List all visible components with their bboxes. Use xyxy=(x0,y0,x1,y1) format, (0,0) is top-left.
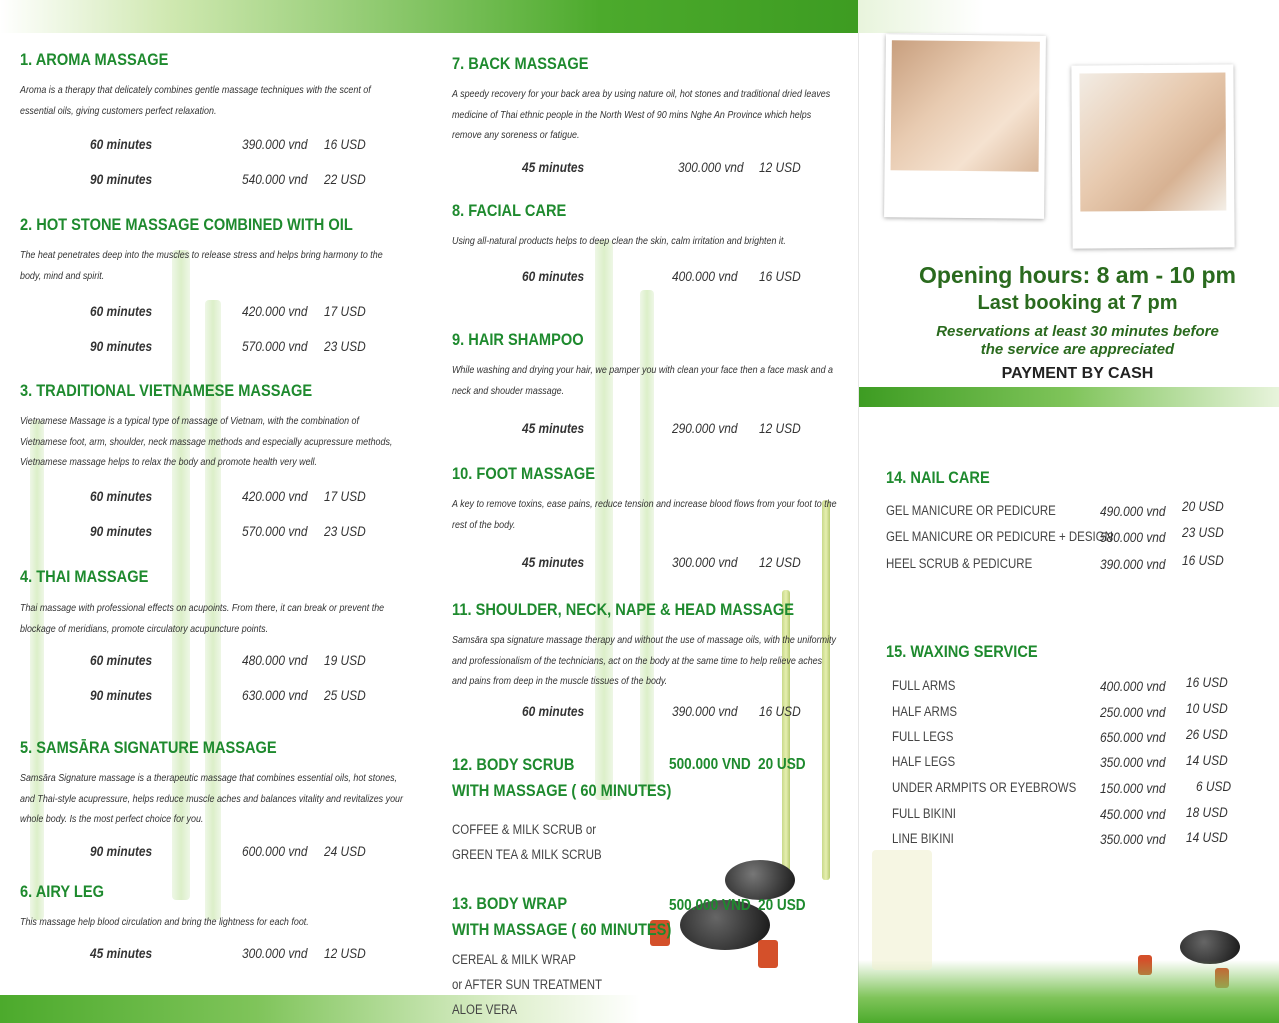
price-vnd: 390.000 vnd xyxy=(672,703,738,719)
duration: 90 minutes xyxy=(90,338,153,354)
price-usd: 16 USD xyxy=(1182,552,1224,568)
section-title: 5. SAMSĀRA SIGNATURE MASSAGE xyxy=(20,738,277,757)
price-vnd: 490.000 vnd xyxy=(1100,503,1166,519)
price-vnd: 500.000 VND xyxy=(669,756,751,773)
price-usd: 14 USD xyxy=(1186,829,1228,845)
service-name: FULL ARMS xyxy=(892,678,956,693)
duration: 60 minutes xyxy=(90,136,153,152)
price-usd: 23 USD xyxy=(324,523,366,539)
duration: 60 minutes xyxy=(522,268,585,284)
price-vnd: 500.000 VND xyxy=(669,897,751,914)
service-name: GEL MANICURE OR PEDICURE xyxy=(886,503,1056,518)
list-item: or AFTER SUN TREATMENT xyxy=(452,977,603,992)
service-name: UNDER ARMPITS OR EYEBROWS xyxy=(892,780,1077,795)
duration: 45 minutes xyxy=(522,420,585,436)
price-vnd: 250.000 vnd xyxy=(1100,704,1166,720)
price-vnd: 580.000 vnd xyxy=(1100,529,1166,545)
duration: 60 minutes xyxy=(90,488,153,504)
price-usd: 17 USD xyxy=(324,303,366,319)
hot-stones-image xyxy=(1180,930,1240,964)
duration: 45 minutes xyxy=(90,945,153,961)
price-vnd: 300.000 vnd xyxy=(242,945,308,961)
section-title: 14. NAIL CARE xyxy=(886,468,990,487)
service-name: GEL MANICURE OR PEDICURE + DESIGN xyxy=(886,529,1113,544)
price-vnd: 400.000 vnd xyxy=(1100,678,1166,694)
duration: 90 minutes xyxy=(90,687,153,703)
candle-glow xyxy=(872,850,932,970)
section-description: A key to remove toxins, ease pains, reduce tension and increase blood flows from your foot to the rest of the body. xyxy=(452,498,837,531)
section-title: 15. WAXING SERVICE xyxy=(886,642,1038,661)
service-name: HALF ARMS xyxy=(892,704,958,719)
price-vnd: 300.000 vnd xyxy=(678,159,744,175)
spa-photo xyxy=(891,40,1040,172)
section-title: 13. BODY WRAP xyxy=(452,894,568,913)
price-usd: 12 USD xyxy=(324,945,366,961)
duration: 90 minutes xyxy=(90,843,153,859)
duration: 60 minutes xyxy=(522,703,585,719)
price-vnd: 350.000 vnd xyxy=(1100,831,1166,847)
price-usd: 10 USD xyxy=(1186,700,1228,716)
price-usd: 19 USD xyxy=(324,652,366,668)
section-title: 2. HOT STONE MASSAGE COMBINED WITH OIL xyxy=(20,215,353,234)
section-title: 8. FACIAL CARE xyxy=(452,201,567,220)
price-usd: 20 USD xyxy=(1182,498,1224,514)
price-usd: 12 USD xyxy=(759,420,801,436)
price-vnd: 450.000 vnd xyxy=(1100,806,1166,822)
price-usd: 16 USD xyxy=(759,268,801,284)
price-vnd: 420.000 vnd xyxy=(242,303,308,319)
price-vnd: 630.000 vnd xyxy=(242,687,308,703)
price-usd: 24 USD xyxy=(324,843,366,859)
duration: 45 minutes xyxy=(522,554,585,570)
reservation-note: Reservations at least 30 minutes before xyxy=(936,323,1219,340)
service-name: LINE BIKINI xyxy=(892,831,954,846)
section-title: 12. BODY SCRUB xyxy=(452,755,575,774)
price-usd: 20 USD xyxy=(758,756,806,773)
price-vnd: 540.000 vnd xyxy=(242,171,308,187)
price-vnd: 650.000 vnd xyxy=(1100,729,1166,745)
duration: 45 minutes xyxy=(522,159,585,175)
bottom-green-bar xyxy=(0,995,640,1023)
price-usd: 12 USD xyxy=(759,554,801,570)
price-usd: 26 USD xyxy=(1186,726,1228,742)
price-vnd: 290.000 vnd xyxy=(672,420,738,436)
price-vnd: 570.000 vnd xyxy=(242,523,308,539)
list-item: COFFEE & MILK SCRUB or xyxy=(452,822,597,837)
section-subtitle: WITH MASSAGE ( 60 MINUTES) xyxy=(452,920,672,939)
reservation-note: the service are appreciated xyxy=(980,341,1175,358)
panel-divider xyxy=(858,33,859,1023)
price-usd: 25 USD xyxy=(324,687,366,703)
price-usd: 23 USD xyxy=(1182,524,1224,540)
price-usd: 17 USD xyxy=(324,488,366,504)
section-description: A speedy recovery for your back area by using nature oil, hot stones and traditional dried leaves medicine of Thai ethnic people in the North West of 90 mins Nghe An Province which helps remove any soreness or fatigue. xyxy=(452,88,831,141)
section-title: 1. AROMA MASSAGE xyxy=(20,50,169,69)
duration: 60 minutes xyxy=(90,303,153,319)
service-name: HALF LEGS xyxy=(892,754,956,769)
spa-photo-frame xyxy=(884,34,1046,219)
section-title: 4. THAI MASSAGE xyxy=(20,567,149,586)
section-title: 6. AIRY LEG xyxy=(20,882,104,901)
section-description: Samsāra spa signature massage therapy and without the use of massage oils, with the uniformity and professionalism of the technicians, act on the body at the same time to help relieve aches and pains from deep in the muscle tissues of the body. xyxy=(452,634,836,687)
bamboo-decoration xyxy=(30,420,44,920)
price-vnd: 300.000 vnd xyxy=(672,554,738,570)
spa-photo xyxy=(1079,72,1226,211)
payment-note: PAYMENT BY CASH xyxy=(1001,365,1154,382)
mid-green-bar xyxy=(858,387,1279,407)
price-vnd: 600.000 vnd xyxy=(242,843,308,859)
section-title: 7. BACK MASSAGE xyxy=(452,54,589,73)
section-description: This massage help blood circulation and bring the lightness for each foot. xyxy=(20,916,309,928)
section-description: The heat penetrates deep into the muscles to release stress and helps bring harmony to the body, mind and spirit. xyxy=(20,249,383,282)
price-usd: 23 USD xyxy=(324,338,366,354)
duration: 90 minutes xyxy=(90,523,153,539)
duration: 90 minutes xyxy=(90,171,153,187)
price-usd: 14 USD xyxy=(1186,752,1228,768)
list-item: ALOE VERA xyxy=(452,1002,518,1017)
price-vnd: 480.000 vnd xyxy=(242,652,308,668)
price-vnd: 390.000 vnd xyxy=(1100,556,1166,572)
service-name: FULL LEGS xyxy=(892,729,954,744)
price-vnd: 390.000 vnd xyxy=(242,136,308,152)
price-usd: 18 USD xyxy=(1186,804,1228,820)
price-usd: 16 USD xyxy=(324,136,366,152)
section-description: Samsāra Signature massage is a therapeutic massage that combines essential oils, hot stones, and Thai-style acupressure, helps reduce muscle aches and balances vitality and revitalizes your whole body. Is the most perfect choice for you. xyxy=(20,772,403,825)
section-description: Thai massage with professional effects on acupoints. From there, it can break or prevent the blockage of meridians, promote circulatory acupuncture points. xyxy=(20,602,385,635)
section-description: Aroma is a therapy that delicately combines gentle massage techniques with the scent of essential oils, giving customers perfect relaxation. xyxy=(20,84,371,117)
section-description: While washing and drying your hair, we pamper you with clean your face then a face mask and a neck and shouder massage. xyxy=(452,364,834,397)
price-vnd: 150.000 vnd xyxy=(1100,780,1166,796)
price-vnd: 420.000 vnd xyxy=(242,488,308,504)
section-title: 9. HAIR SHAMPOO xyxy=(452,330,584,349)
section-description: Vietnamese Massage is a typical type of massage of Vietnam, with the combination of Vietnamese foot, arm, shoulder, neck massage methods and especially acupressure methods, Vietnamese massage helps to relax the body and promote health very well. xyxy=(20,415,393,468)
price-vnd: 400.000 vnd xyxy=(672,268,738,284)
list-item: GREEN TEA & MILK SCRUB xyxy=(452,847,602,862)
service-name: FULL BIKINI xyxy=(892,806,956,821)
section-title: 11. SHOULDER, NECK, NAPE & HEAD MASSAGE xyxy=(452,600,795,619)
price-vnd: 570.000 vnd xyxy=(242,338,308,354)
section-title: 10. FOOT MASSAGE xyxy=(452,464,595,483)
opening-hours: Opening hours: 8 am - 10 pm xyxy=(919,262,1236,288)
price-usd: 16 USD xyxy=(1186,674,1228,690)
spa-photo-frame xyxy=(1071,64,1234,248)
price-usd: 20 USD xyxy=(758,897,806,914)
service-name: HEEL SCRUB & PEDICURE xyxy=(886,556,1033,571)
hot-stone xyxy=(725,860,795,900)
price-usd: 12 USD xyxy=(759,159,801,175)
section-title: 3. TRADITIONAL VIETNAMESE MASSAGE xyxy=(20,381,313,400)
section-subtitle: WITH MASSAGE ( 60 MINUTES) xyxy=(452,781,672,800)
price-vnd: 350.000 vnd xyxy=(1100,754,1166,770)
price-usd: 16 USD xyxy=(759,703,801,719)
price-usd: 22 USD xyxy=(324,171,366,187)
list-item: CEREAL & MILK WRAP xyxy=(452,952,576,967)
section-description: Using all-natural products helps to deep clean the skin, calm irritation and brighten it. xyxy=(452,235,786,247)
duration: 60 minutes xyxy=(90,652,153,668)
candle-icon xyxy=(758,940,778,968)
top-green-bar xyxy=(0,0,858,33)
price-usd: 6 USD xyxy=(1196,778,1232,794)
top-right-bar xyxy=(858,0,1279,33)
last-booking: Last booking at 7 pm xyxy=(977,292,1178,314)
